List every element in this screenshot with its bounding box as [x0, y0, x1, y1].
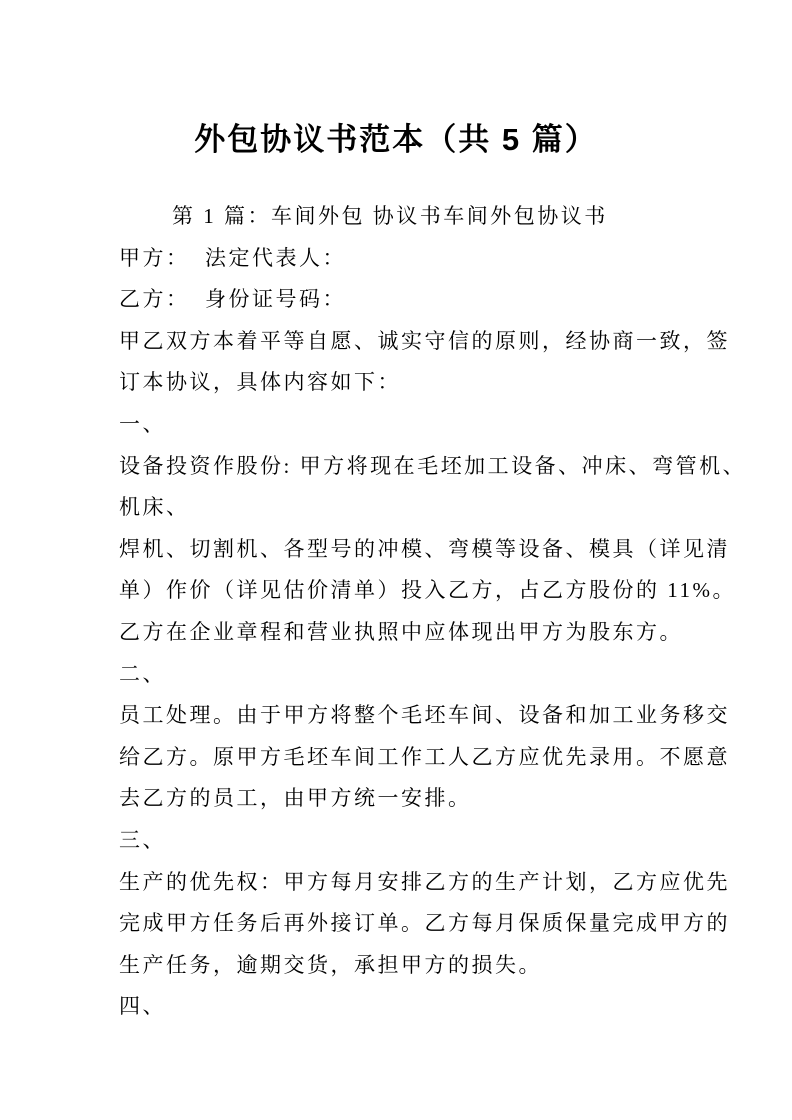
text-line: 生产的优先权：甲方每月安排乙方的生产计划，乙方应优先: [119, 869, 730, 894]
text-line: 去乙方的员工，由甲方统一安排。: [119, 786, 472, 811]
text-line: 订本协议，具体内容如下：: [119, 370, 401, 395]
text-line: 设备投资作股份: 甲方将现在毛坯加工设备、冲床、弯管机、: [119, 453, 747, 478]
text-line: 三、: [119, 827, 166, 852]
text-line: 甲乙双方本着平等自愿、诚实守信的原则，经协商一致，签: [119, 328, 730, 353]
text-line: 二、: [119, 661, 166, 686]
text-line: 完成甲方任务后再外接订单。乙方每月保质保量完成甲方的: [119, 911, 730, 936]
text-line: 甲方： 法定代表人：: [119, 245, 346, 270]
text-line: 乙方： 身份证号码：: [119, 287, 346, 312]
document-title: 外包协议书范本（共 5 篇）: [194, 122, 598, 157]
text-line: 员工处理。由于甲方将整个毛坯车间、设备和加工业务移交: [119, 703, 730, 728]
text-line: 乙方在企业章程和营业执照中应体现出甲方为股东方。: [119, 619, 683, 644]
text-line: 单）作价（详见估价清单）投入乙方，占乙方股份的 11%。: [119, 578, 736, 603]
text-line: 机床、: [119, 495, 190, 520]
document-body: [119, 196, 747, 1028]
text-line: 给乙方。原甲方毛坯车间工作工人乙方应优先录用。不愿意: [119, 744, 730, 769]
text-line: 第 1 篇：车间外包 协议书车间外包协议书: [172, 204, 608, 228]
text-line: 焊机、切割机、各型号的冲模、弯模等设备、模具（详见清: [119, 536, 730, 561]
text-line: 四、: [119, 994, 166, 1019]
text-line: 一、: [119, 411, 166, 436]
text-line: 生产任务，逾期交货，承担甲方的损失。: [119, 952, 542, 977]
